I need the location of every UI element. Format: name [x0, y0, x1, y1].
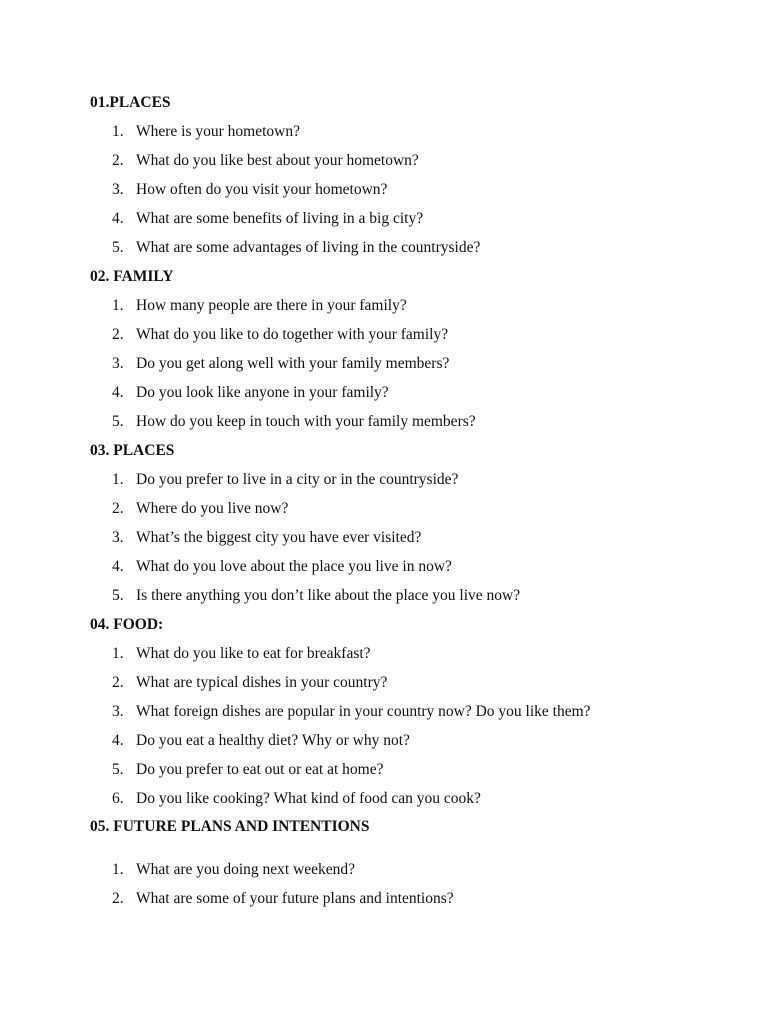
item-number: 2. — [112, 674, 124, 691]
section-heading-places: 01.PLACES — [90, 94, 171, 111]
item-number: 2. — [112, 500, 124, 517]
item-text: How often do you visit your hometown? — [136, 181, 388, 198]
list-item — [112, 152, 419, 170]
section-heading-family: 02. FAMILY — [90, 268, 174, 285]
item-text: What do you love about the place you live in now? — [136, 558, 452, 575]
item-number: 3. — [112, 181, 124, 198]
list-item — [112, 239, 480, 257]
item-number: 5. — [112, 239, 124, 256]
list-item — [112, 210, 423, 228]
item-text: What do you like best about your hometown? — [136, 152, 419, 169]
list-item — [112, 123, 300, 141]
list-item — [112, 587, 520, 605]
list-item — [112, 558, 452, 576]
item-number: 2. — [112, 890, 124, 907]
item-number: 1. — [112, 861, 124, 878]
item-text: Do you prefer to eat out or eat at home? — [136, 761, 384, 778]
item-text: Is there anything you don’t like about the place you live now? — [136, 587, 521, 604]
list-item — [112, 471, 458, 489]
item-number: 1. — [112, 645, 124, 662]
list-item — [112, 297, 407, 315]
list-item — [112, 355, 449, 373]
item-text: Where do you live now? — [136, 500, 289, 517]
item-number: 1. — [112, 123, 124, 140]
list-item — [112, 861, 355, 879]
item-number: 3. — [112, 703, 124, 720]
list-item — [112, 703, 591, 721]
item-text: Do you look like anyone in your family? — [136, 384, 389, 401]
item-number: 6. — [112, 790, 124, 807]
item-number: 2. — [112, 152, 124, 169]
list-item — [112, 645, 371, 663]
item-number: 4. — [112, 558, 124, 575]
item-text: What are typical dishes in your country? — [136, 674, 388, 691]
item-text: Do you eat a healthy diet? Why or why not? — [136, 732, 410, 749]
list-item — [112, 326, 448, 344]
list-item — [112, 890, 454, 908]
item-text: Where is your hometown? — [136, 123, 300, 140]
list-item — [112, 500, 288, 518]
list-item — [112, 181, 387, 199]
section-heading-places-2: 03. PLACES — [90, 442, 175, 459]
item-number: 3. — [112, 529, 124, 546]
item-number: 5. — [112, 761, 124, 778]
section-heading-future-plans: 05. FUTURE PLANS AND INTENTIONS — [90, 818, 370, 835]
list-item — [112, 790, 481, 808]
item-text: What do you like to do together with your family? — [136, 326, 449, 343]
section-heading-food: 04. FOOD: — [90, 616, 164, 633]
list-item — [112, 761, 383, 779]
item-number: 5. — [112, 413, 124, 430]
item-number: 1. — [112, 471, 124, 488]
item-text: What are you doing next weekend? — [136, 861, 356, 878]
item-number: 4. — [112, 384, 124, 401]
item-text: What foreign dishes are popular in your country now? Do you like them? — [136, 703, 591, 720]
item-text: How do you keep in touch with your family members? — [136, 413, 476, 430]
list-item — [112, 384, 389, 402]
item-number: 3. — [112, 355, 124, 372]
item-text: What are some benefits of living in a big city? — [136, 210, 424, 227]
item-number: 4. — [112, 732, 124, 749]
item-text: Do you get along well with your family members? — [136, 355, 450, 372]
list-item — [112, 674, 387, 692]
item-text: What are some of your future plans and intentions? — [136, 890, 454, 907]
list-item — [112, 732, 410, 750]
item-number: 2. — [112, 326, 124, 343]
item-text: Do you like cooking? What kind of food can you cook? — [136, 790, 481, 807]
item-text: What are some advantages of living in the countryside? — [136, 239, 481, 256]
item-number: 1. — [112, 297, 124, 314]
item-number: 5. — [112, 587, 124, 604]
list-item — [112, 413, 476, 431]
item-text: Do you prefer to live in a city or in the countryside? — [136, 471, 459, 488]
item-text: What do you like to eat for breakfast? — [136, 645, 371, 662]
list-item — [112, 529, 421, 547]
item-number: 4. — [112, 210, 124, 227]
item-text: How many people are there in your family? — [136, 297, 407, 314]
item-text: What’s the biggest city you have ever visited? — [136, 529, 422, 546]
